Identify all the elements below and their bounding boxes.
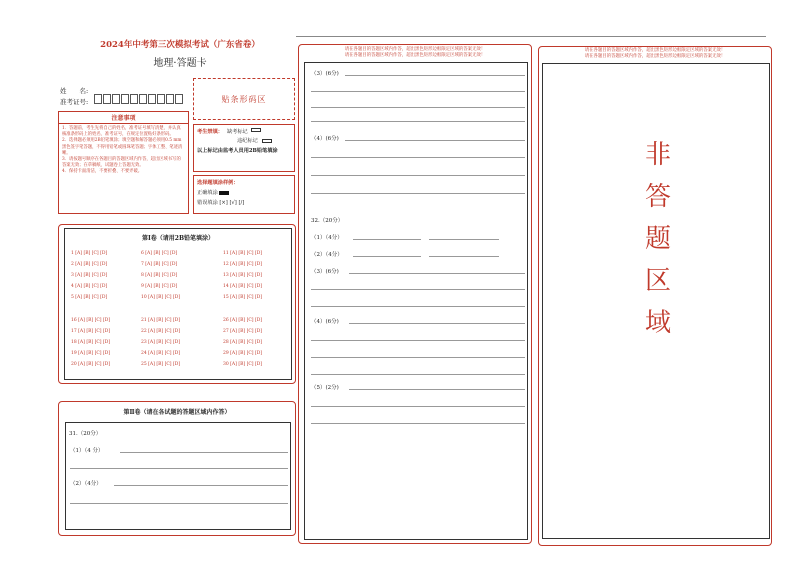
exam-no-box[interactable]: [94, 94, 102, 104]
notice-title: 注意事项: [59, 112, 188, 124]
notice-item: 3．请按题号顺序在各题目的答题区域内作答，超出区域书写的答案无效；在草稿纸、试题卷上答题无效。: [62, 157, 181, 169]
answer-line: [311, 107, 525, 108]
examinee-note: 以上标记由监考人员用2B铅笔填涂: [197, 148, 278, 154]
non-answer-column: [538, 46, 772, 546]
barcode-label: 贴条形码区: [221, 94, 267, 104]
non-answer-char: 区: [644, 266, 671, 296]
multiple-choice-section: [58, 224, 296, 384]
mc-question-7[interactable]: 7 [A] [B] [C] [D]: [141, 262, 178, 267]
section-2-title: 第Ⅱ卷（请在各试题的答题区域内作答）: [123, 409, 231, 416]
mc-question-8[interactable]: 8 [A] [B] [C] [D]: [141, 273, 178, 278]
non-answer-char: 域: [644, 308, 671, 338]
notice-item: 4．保持卡面清洁，不要折叠、不要弄破。: [62, 169, 143, 175]
answer-line: [345, 75, 525, 76]
mc-question-15[interactable]: 15 [A] [B] [C] [D]: [223, 295, 263, 300]
q3-label: （3）(6分): [311, 71, 339, 77]
multiple-choice-grid: [64, 228, 292, 380]
q32-2-label: （2）（4分）: [311, 252, 343, 258]
exam-no-box[interactable]: [139, 94, 147, 104]
answer-line: [114, 485, 288, 486]
answer-line: [311, 423, 525, 424]
mc-question-11[interactable]: 11 [A] [B] [C] [D]: [223, 251, 263, 256]
mc-question-12[interactable]: 12 [A] [B] [C] [D]: [223, 262, 263, 267]
exam-no-box[interactable]: [175, 94, 183, 104]
exam-no-box[interactable]: [121, 94, 129, 104]
mc-question-1[interactable]: 1 [A] [B] [C] [D]: [71, 251, 108, 256]
mc-question-30[interactable]: 30 [A] [B] [C] [D]: [223, 362, 263, 367]
q31-32-answer-box[interactable]: [304, 62, 528, 540]
mc-question-27[interactable]: 27 [A] [B] [C] [D]: [223, 329, 263, 334]
answer-line: [311, 374, 525, 375]
answer-line: [345, 140, 525, 141]
notice-item: 1．答题前，考生先将自己的姓名，准考证号填写清楚，并认真核准条形码上的姓名、准考证号，在规定位置贴好条形码。: [62, 126, 181, 138]
mc-question-18[interactable]: 18 [A] [B] [C] [D]: [71, 340, 111, 345]
mc-question-21[interactable]: 21 [A] [B] [C] [D]: [141, 318, 181, 323]
correct-fill-mark: [219, 191, 229, 195]
warning-text: 请在各题目的答题区域内作答，超出黑色矩形边框限定区域的答案无效！: [584, 54, 726, 59]
examinee-label: 考生禁填：: [197, 129, 223, 135]
mc-question-24[interactable]: 24 [A] [B] [C] [D]: [141, 351, 181, 356]
non-answer-char: 答: [644, 182, 671, 212]
violation-checkbox[interactable]: [262, 139, 272, 143]
exam-title: 2024年中考第三次模拟考试（广东省卷）: [100, 40, 260, 50]
exam-no-box[interactable]: [148, 94, 156, 104]
mc-question-26[interactable]: 26 [A] [B] [C] [D]: [223, 318, 263, 323]
answer-line: [70, 503, 288, 504]
mc-question-9[interactable]: 9 [A] [B] [C] [D]: [141, 284, 178, 289]
section-2: [58, 401, 296, 536]
answer-line: [311, 175, 525, 176]
fill-example-panel: [193, 175, 295, 214]
fill-example-title: 选择题填涂样例：: [197, 180, 239, 186]
exam-no-box[interactable]: [103, 94, 111, 104]
mc-question-28[interactable]: 28 [A] [B] [C] [D]: [223, 340, 263, 345]
exam-no-label: 准考证号:: [60, 98, 89, 106]
answer-line: [311, 340, 525, 341]
q31-label: 31.（20分）: [69, 431, 102, 437]
absent-label: 缺考标记: [226, 129, 248, 135]
notice-panel: [58, 111, 189, 214]
mc-question-29[interactable]: 29 [A] [B] [C] [D]: [223, 351, 263, 356]
card-subtitle: 地理·答题卡: [153, 58, 207, 69]
name-label: 姓 名:: [60, 87, 89, 95]
mc-question-23[interactable]: 23 [A] [B] [C] [D]: [141, 340, 181, 345]
answer-line: [349, 273, 525, 274]
warning-text: 请在各题目的答题区域内作答，超出黑色矩形边框限定区域的答案无效！: [344, 53, 486, 58]
q32-5-label: （5）(2分): [311, 385, 339, 391]
mc-question-6[interactable]: 6 [A] [B] [C] [D]: [141, 251, 178, 256]
answer-line: [311, 357, 525, 358]
answer-line: [311, 406, 525, 407]
non-answer-char: 非: [644, 140, 671, 170]
q32-label: 32.（20分）: [311, 218, 344, 224]
mc-question-16[interactable]: 16 [A] [B] [C] [D]: [71, 318, 111, 323]
answer-line: [311, 91, 525, 92]
answer-line: [353, 256, 421, 257]
answer-line: [349, 389, 525, 390]
non-answer-box: [542, 63, 770, 539]
examinee-panel: [193, 124, 295, 172]
barcode-area: [193, 78, 295, 120]
answer-line: [311, 289, 525, 290]
mc-question-19[interactable]: 19 [A] [B] [C] [D]: [71, 351, 111, 356]
mc-question-4[interactable]: 4 [A] [B] [C] [D]: [71, 284, 108, 289]
mc-question-20[interactable]: 20 [A] [B] [C] [D]: [71, 362, 111, 367]
absent-checkbox[interactable]: [251, 128, 261, 132]
q32-3-label: （3）(6分): [311, 269, 339, 275]
exam-no-box[interactable]: [130, 94, 138, 104]
mc-question-22[interactable]: 22 [A] [B] [C] [D]: [141, 329, 181, 334]
mc-title: 第Ⅰ卷（请用2B铅笔填涂）: [141, 235, 215, 242]
correct-fill-label: 正确填涂: [197, 190, 218, 196]
exam-no-boxes[interactable]: [94, 94, 184, 104]
exam-no-box[interactable]: [157, 94, 165, 104]
answer-line: [311, 157, 525, 158]
mc-question-13[interactable]: 13 [A] [B] [C] [D]: [223, 273, 263, 278]
q31-answer-box[interactable]: [65, 422, 291, 530]
notice-item: 2．选择题必须用2B铅笔填涂；填空题和解答题必须用0.5 mm黑色签字笔答题，不得用铅笔或圆珠笔答题；字体工整、笔迹清晰。: [62, 138, 183, 156]
answer-line: [311, 306, 525, 307]
notice-body: [59, 124, 188, 178]
answer-line: [120, 452, 288, 453]
middle-answer-column: [298, 44, 532, 544]
answer-line: [311, 121, 525, 122]
mc-question-14[interactable]: 14 [A] [B] [C] [D]: [223, 284, 263, 289]
answer-line: [429, 239, 499, 240]
top-rule: [296, 36, 766, 37]
mc-question-5[interactable]: 5 [A] [B] [C] [D]: [71, 295, 108, 300]
exam-no-box[interactable]: [166, 94, 174, 104]
q31-2-label: （2）（4分）: [70, 481, 102, 487]
non-answer-area-label: [638, 134, 678, 344]
mc-question-2[interactable]: 2 [A] [B] [C] [D]: [71, 262, 108, 267]
answer-line: [349, 323, 525, 324]
q31-1-label: （1）（4 分）: [70, 448, 104, 454]
answer-line: [353, 239, 421, 240]
wrong-fill-label: 错误填涂 [×] [√] [/]: [197, 200, 245, 206]
exam-no-box[interactable]: [112, 94, 120, 104]
q32-1-label: （1）（4分）: [311, 235, 343, 241]
mc-question-17[interactable]: 17 [A] [B] [C] [D]: [71, 329, 111, 334]
mc-question-10[interactable]: 10 [A] [B] [C] [D]: [141, 295, 181, 300]
mc-question-25[interactable]: 25 [A] [B] [C] [D]: [141, 362, 181, 367]
q32-4-label: （4）(6分): [311, 319, 339, 325]
warning-text: 请在各题目的答题区域内作答，超出黑色矩形边框限定区域的答案无效！: [344, 47, 486, 52]
non-answer-char: 题: [644, 224, 671, 254]
violation-label: 违纪标记: [237, 138, 258, 144]
answer-line: [70, 468, 288, 469]
mc-question-3[interactable]: 3 [A] [B] [C] [D]: [71, 273, 108, 278]
answer-line: [429, 256, 499, 257]
answer-line: [311, 193, 525, 194]
warning-text: 请在各题目的答题区域内作答，超出黑色矩形边框限定区域的答案无效！: [584, 48, 726, 53]
q4-label: （4）(6分): [311, 136, 339, 142]
